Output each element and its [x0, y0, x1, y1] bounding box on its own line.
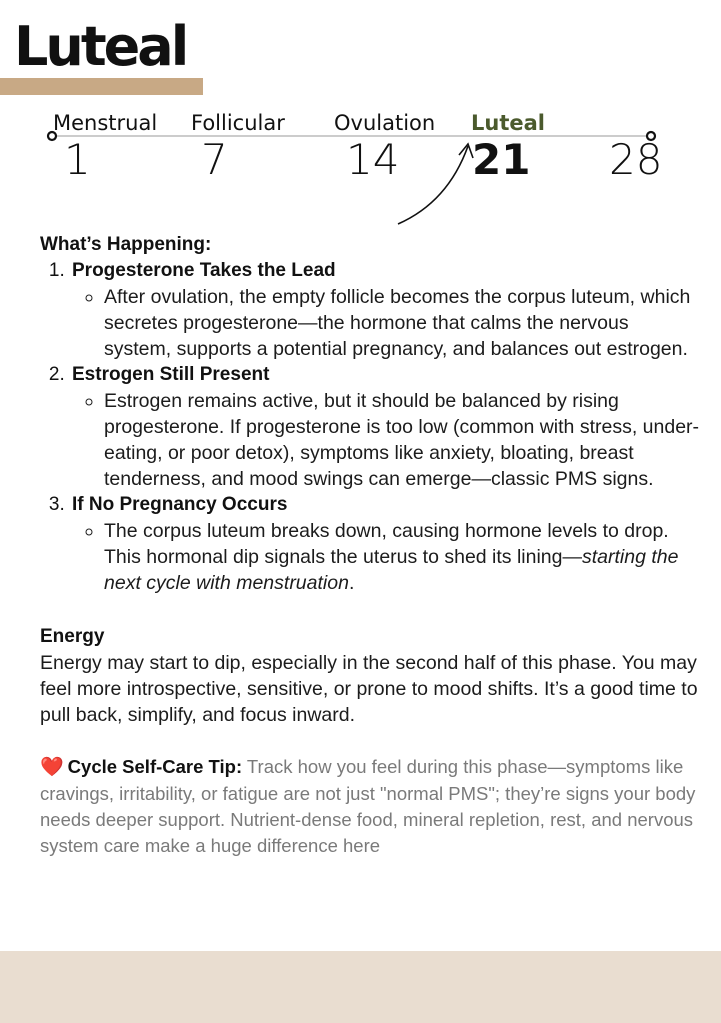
content: [40, 232, 700, 859]
day-number-1: 1: [64, 135, 91, 184]
bullet-emphasis: starting the next cycle with menstruation: [104, 546, 679, 594]
sub-list: [72, 284, 700, 362]
phase-label-menstrual: Menstrual: [53, 111, 158, 135]
tip-label: Cycle Self-Care Tip:: [67, 756, 243, 777]
step-title: If No Pregnancy Occurs: [72, 494, 288, 515]
list-item: [70, 362, 700, 492]
phase-label-follicular: Follicular: [191, 111, 285, 135]
step-title: Estrogen Still Present: [72, 364, 270, 385]
footer-band: [0, 951, 721, 1023]
day-number-7: 7: [201, 135, 228, 184]
sub-list: [72, 388, 700, 492]
page-title: Luteal: [14, 15, 187, 78]
list-item-bullet: ◦ Estrogen remains active, but it should be balanced by rising progesterone. If progesterone is too low (common with stress, under-eating, or poor detox), symptoms like anxiety, bloating, breast tenderness, and mood swings can emerge—classic PMS signs.: [104, 388, 700, 492]
list-item-bullet: ◦ After ovulation, the empty follicle becomes the corpus luteum, which secretes progesterone—the hormone that calms the nervous system, supports a potential pregnancy, and balances out estrogen.: [104, 284, 700, 362]
day-number-28: 28: [609, 135, 663, 184]
self-care-tip: [40, 754, 700, 859]
bullet-text: The corpus luteum breaks down, causing hormone levels to drop. This hormonal dip signals the uterus to shed its lining—: [104, 520, 669, 568]
energy-body: Energy may start to dip, especially in the second half of this phase. You may feel more introspective, sensitive, or prone to mood shifts. It’s a good time to pull back, simplify, and focus inward.: [40, 652, 698, 726]
day-number-14: 14: [346, 135, 400, 184]
energy-heading: Energy: [40, 626, 105, 647]
cycle-timeline: [0, 100, 721, 230]
step-title: Progesterone Takes the Lead: [72, 260, 336, 281]
sub-list: [72, 518, 700, 596]
phase-label-ovulation: Ovulation: [334, 111, 436, 135]
tip-body: Track how you feel during this phase—symptoms like cravings, irritability, or fatigue are not just "normal PMS"; they’re signs your body needs deeper support. Nutrient-dense food, mineral repletion, rest, and nervous system care make a huge difference here: [40, 756, 696, 856]
happening-list: [40, 258, 700, 596]
phase-label-luteal: Luteal: [471, 111, 545, 135]
day-number-21: 21: [472, 135, 531, 184]
list-item: [70, 258, 700, 362]
list-item: [70, 492, 700, 596]
title-underline: [0, 78, 203, 95]
list-item-bullet: [104, 518, 700, 596]
bullet-end: .: [348, 572, 355, 594]
arrow-curve: [398, 146, 468, 224]
whats-happening-heading: What’s Happening:: [40, 234, 212, 255]
heart-icon: ❤️: [40, 757, 64, 778]
